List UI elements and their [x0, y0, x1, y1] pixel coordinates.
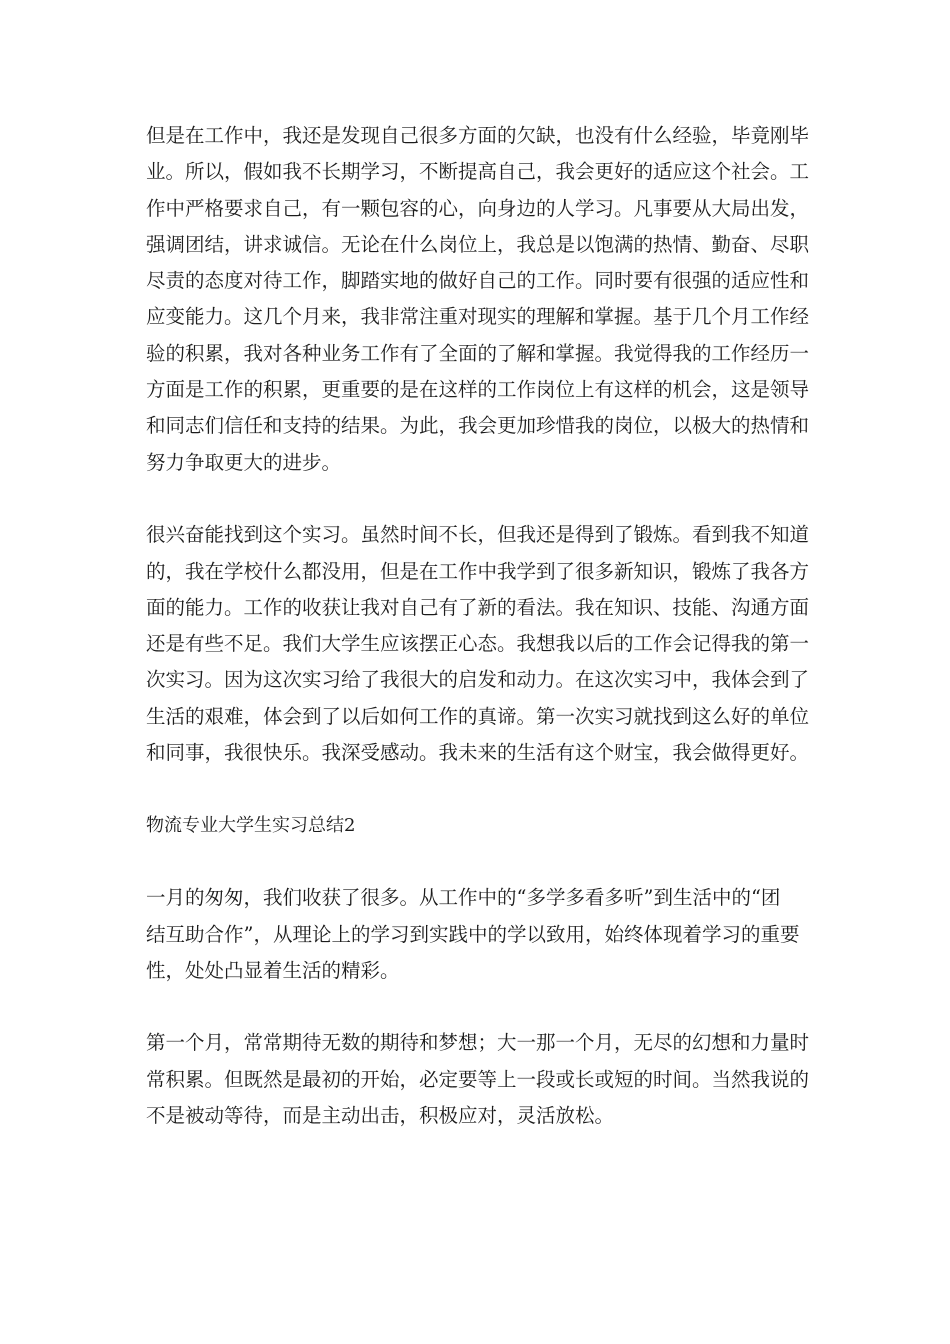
text-line: 性，处处凸显着生活的精彩。	[146, 958, 400, 982]
text-line: 强调团结，讲求诚信。无论在什么岗位上，我总是以饱满的热情、勤奋、尽职	[146, 232, 810, 256]
text-line: 第一个月，常常期待无数的期待和梦想；大一那一个月，无尽的幻想和力量时	[146, 1031, 810, 1055]
text-line: 作中严格要求自己，有一颗包容的心，向身边的人学习。凡事要从大局出发，	[146, 196, 810, 220]
text-line: 但是在工作中，我还是发现自己很多方面的欠缺，也没有什么经验，毕竟刚毕	[146, 124, 810, 147]
paragraph	[146, 1025, 810, 1134]
text-line: 生活的艰难，体会到了以后如何工作的真谛。第一次实习就找到这么好的单位	[146, 704, 810, 728]
text-line: 结互助合作”，从理论上的学习到实践中的学以致用，始终体现着学习的重要	[146, 922, 800, 946]
text-line: 和同事，我很快乐。我深受感动。我未来的生活有这个财宝，我会做得更好。	[146, 741, 810, 765]
paragraph	[146, 517, 810, 771]
text-line: 不是被动等待，而是主动出击，积极应对，灵活放松。	[146, 1104, 615, 1128]
text-line: 次实习。因为这次实习给了我很大的启发和动力。在这次实习中，我体会到了	[146, 668, 810, 692]
section-heading: 物流专业大学生实习总结2	[146, 814, 356, 836]
text-line: 的，我在学校什么都没用，但是在工作中我学到了很多新知识，锻炼了我各方	[146, 559, 810, 583]
text-line: 应变能力。这几个月来，我非常注重对现实的理解和掌握。基于几个月工作经	[146, 305, 810, 329]
text-line: 方面是工作的积累，更重要的是在这样的工作岗位上有这样的机会，这是领导	[146, 378, 810, 402]
paragraph	[146, 880, 806, 989]
text-line: 很兴奋能找到这个实习。虽然时间不长，但我还是得到了锻炼。看到我不知道	[146, 523, 810, 547]
paragraph	[146, 118, 810, 481]
text-line: 努力争取更大的进步。	[146, 450, 342, 474]
text-line: 一月的匆匆，我们收获了很多。从工作中的“多学多看多听”到生活中的“团	[146, 886, 781, 910]
text-line: 面的能力。工作的收获让我对自己有了新的看法。我在知识、技能、沟通方面	[146, 595, 810, 619]
text-line: 业。所以，假如我不长期学习，不断提高自己，我会更好的适应这个社会。工	[146, 160, 810, 184]
text-line: 常积累。但既然是最初的开始，必定要等上一段或长或短的时间。当然我说的	[146, 1067, 810, 1091]
text-line: 和同志们信任和支持的结果。为此，我会更加珍惜我的岗位，以极大的热情和	[146, 414, 810, 438]
document-body	[146, 118, 810, 1171]
text-line: 还是有些不足。我们大学生应该摆正心态。我想我以后的工作会记得我的第一	[146, 632, 810, 656]
text-line: 尽责的态度对待工作，脚踏实地的做好自己的工作。同时要有很强的适应性和	[146, 269, 810, 293]
text-line: 验的积累，我对各种业务工作有了全面的了解和掌握。我觉得我的工作经历一	[146, 341, 810, 365]
